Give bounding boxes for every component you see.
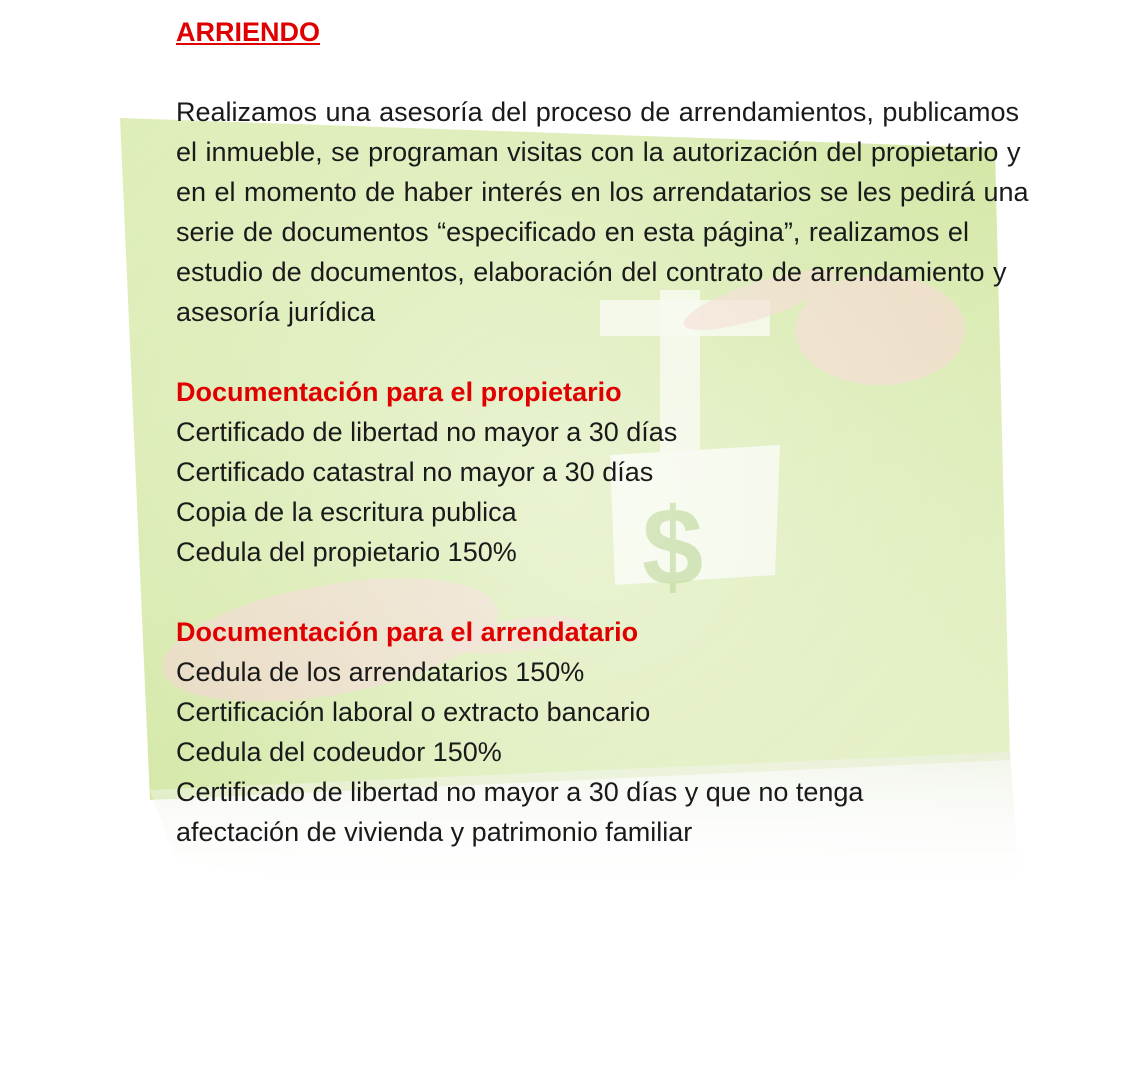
intro-paragraph: Realizamos una asesoría del proceso de arrendamientos, publicamos el inmueble, se programan visitas con la autorización del propietario y en el momento de haber interés en los arrendatarios se les pedirá una serie de documentos “especificado en esta página”, realizamos el estudio de documentos, elaboración del contrato de arrendamiento y asesoría jurídica — [176, 97, 1029, 327]
list-item: Cedula del propietario 150% — [176, 537, 517, 567]
section-heading-owner: Documentación para el propietario — [176, 377, 622, 407]
list-item: Certificado catastral no mayor a 30 días — [176, 457, 654, 487]
section-heading-tenant: Documentación para el arrendatario — [176, 617, 639, 647]
list-item: Copia de la escritura publica — [176, 497, 517, 527]
owner-documents-section — [176, 372, 1076, 572]
page-title: ARRIENDO — [176, 17, 321, 47]
list-item: Certificado de libertad no mayor a 30 días — [176, 417, 678, 447]
list-item: Certificación laboral o extracto bancario — [176, 697, 651, 727]
document-content — [176, 12, 1076, 852]
list-item: Certificado de libertad no mayor a 30 días y que no tenga afectación de vivienda y patrimonio familiar — [176, 777, 864, 847]
tenant-documents-list — [176, 652, 1076, 852]
list-item: Cedula de los arrendatarios 150% — [176, 657, 585, 687]
list-item: Cedula del codeudor 150% — [176, 737, 502, 767]
owner-documents-list — [176, 412, 1076, 572]
tenant-documents-section — [176, 612, 1076, 852]
